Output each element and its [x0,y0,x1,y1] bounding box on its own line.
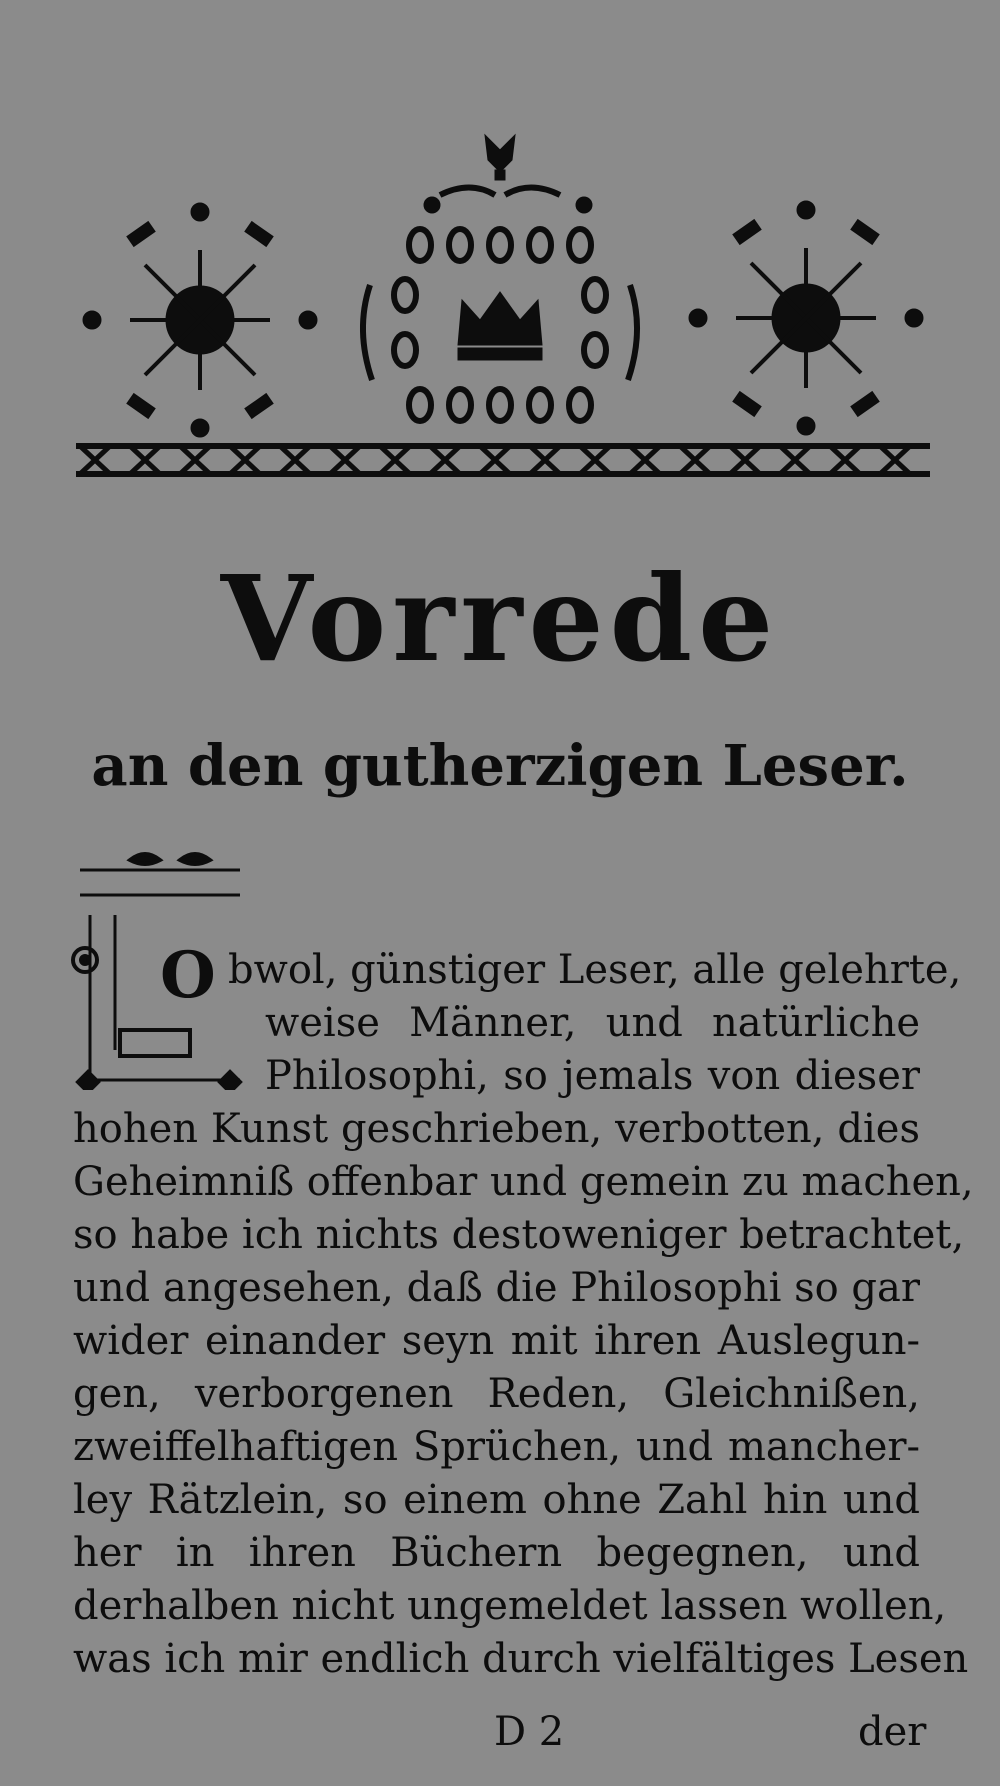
border-band-ornament [76,446,930,474]
crown-wreath-ornament [363,135,637,421]
text-line: derhalben nicht ungemeldet lassen wollen, [73,1583,947,1629]
signature-mark: D 2 [494,1709,565,1755]
text-line: zweiffelhaftigen Sprüchen, und mancher- [73,1424,920,1470]
text-line: gen, verborgenen Reden, Gleichnißen, [73,1371,920,1417]
right-rosette-ornament [689,201,923,435]
text-line: ley Rätzlein, so einem ohne Zahl hin und [73,1477,920,1523]
text-line: hohen Kunst geschrieben, verbotten, dies [73,1106,920,1152]
text-line: weise Männer, und natürliche [265,1000,920,1046]
left-rosette-ornament [83,203,317,437]
text-line: wider einander seyn mit ihren Auslegun- [73,1318,920,1364]
page-title: Vorrede [220,549,780,688]
text-line: bwol, günstiger Leser, alle gelehrte, [228,947,962,993]
headpiece-ornament [0,0,1000,500]
text-line: und angesehen, daß die Philosophi so gar [73,1265,920,1311]
text-line: her in ihren Büchern begegnen, und [73,1530,920,1576]
page-subtitle: an den gutherzigen Leser. [91,733,909,799]
text-line: was ich mir endlich durch vielfältiges Lesen [73,1636,969,1682]
initial-letter: O [160,938,216,1013]
catchword: der [858,1709,927,1755]
text-line: so habe ich nichts destoweniger betrachtet, [73,1212,965,1258]
text-line: Philosophi, so jemals von dieser [265,1053,920,1099]
text-line: Geheimniß offenbar und gemein zu machen, [73,1159,974,1205]
